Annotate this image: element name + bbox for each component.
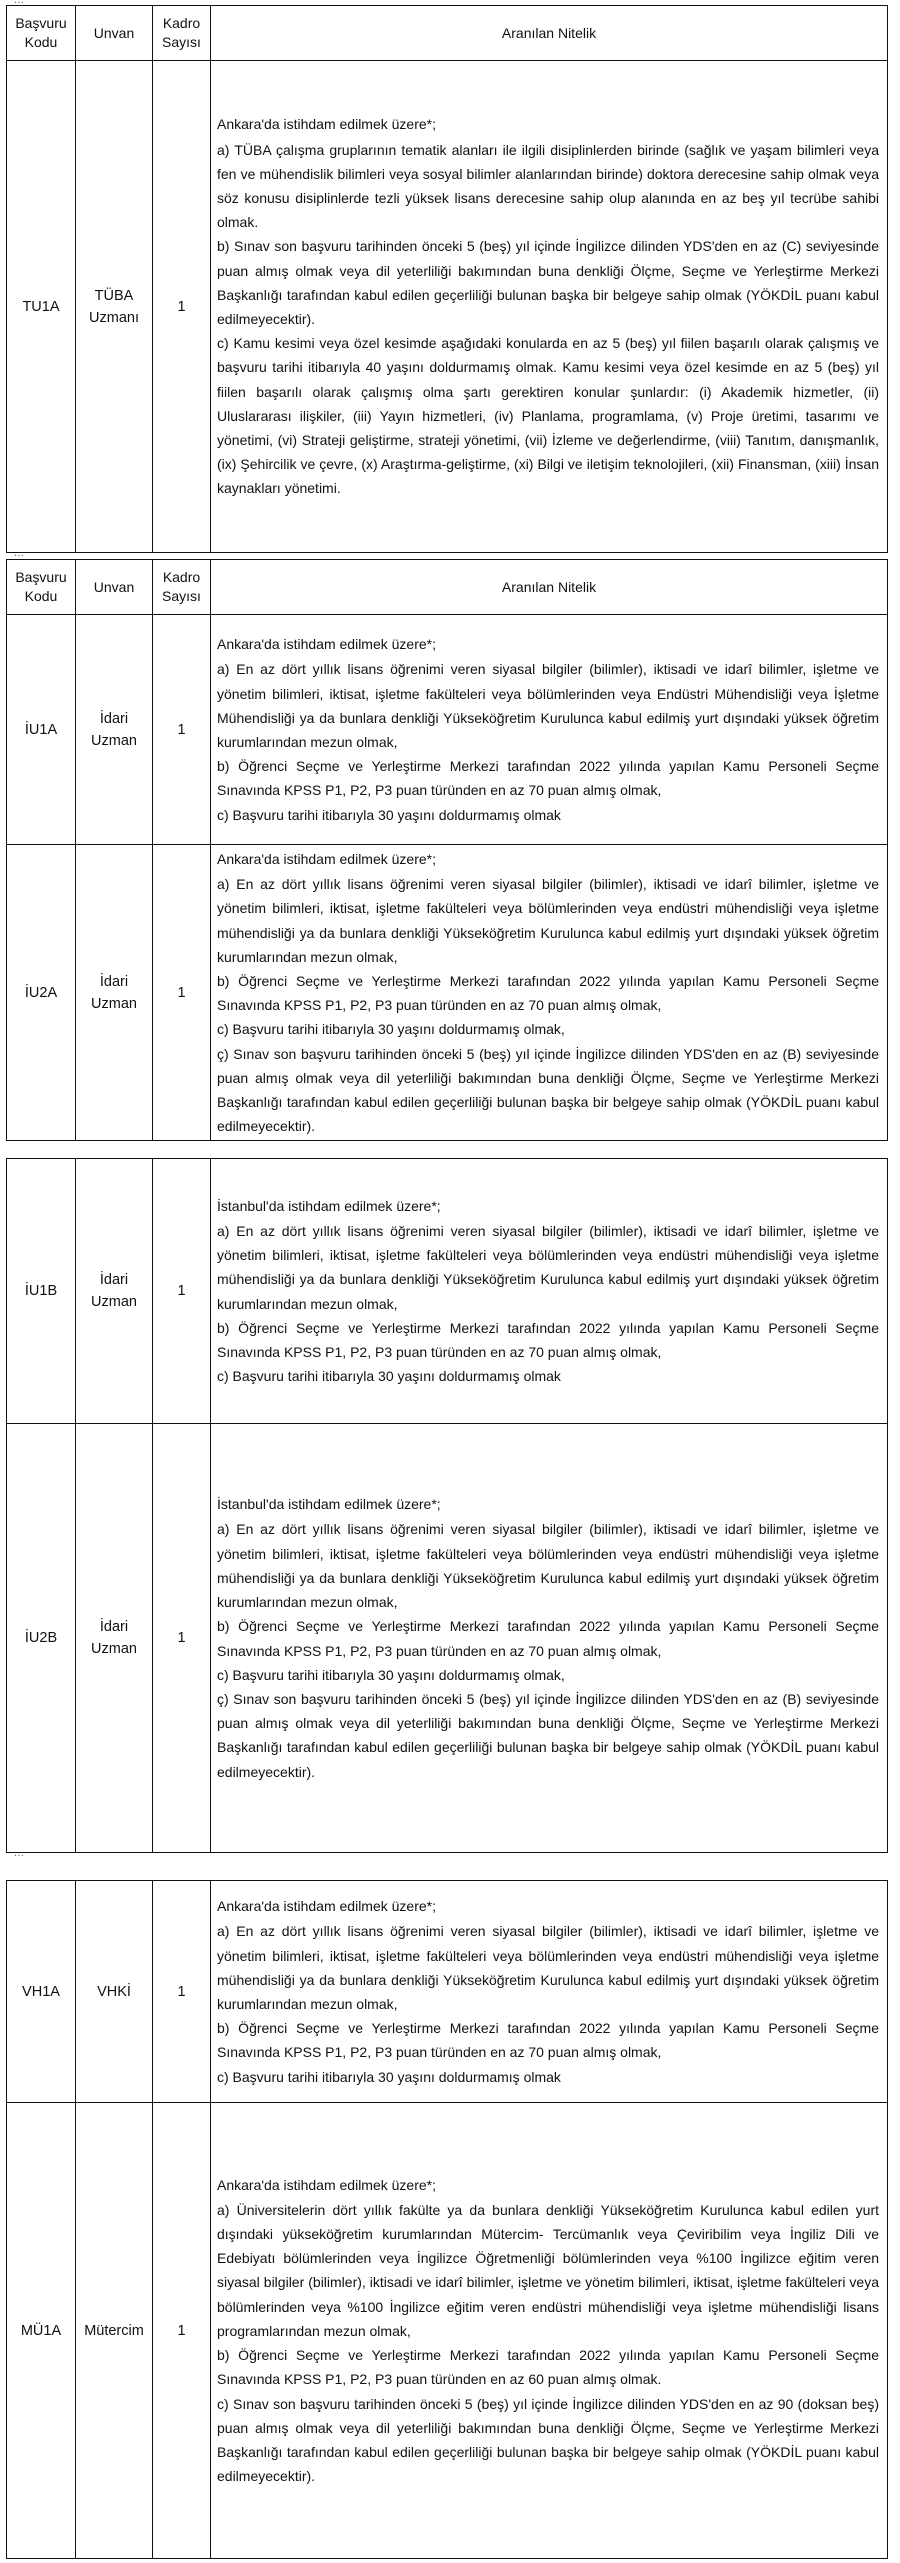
header-code: Başvuru Kodu [7,560,76,615]
position-requirements [211,1159,888,1424]
requirement-location: İstanbul'da istihdam edilmek üzere*; [217,1496,441,1513]
header-unvan: Unvan [76,6,153,61]
position-code: İU2A [7,845,76,1141]
position-code: İU2B [7,1424,76,1853]
header-unvan: Unvan [76,560,153,615]
requirement-item-b: b) Öğrenci Seçme ve Yerleştirme Merkezi tarafından 2022 yılında yapılan Kamu Personeli Seçme Sınavında KPSS P1, P2, P3 puan türünden en az 70 puan almış olmak, [217,1319,879,1360]
requirement-item-b: b) Öğrenci Seçme ve Yerleştirme Merkezi tarafından 2022 yılında yapılan Kamu Personeli Seçme Sınavında KPSS P1, P2, P3 puan türünden en az 70 puan almış olmak, [217,758,879,799]
requirement-item-b: b) Öğrenci Seçme ve Yerleştirme Merkezi tarafından 2022 yılında yapılan Kamu Personeli Seçme Sınavında KPSS P1, P2, P3 puan türünden en az 70 puan almış olmak, [217,973,879,1014]
position-requirements [211,61,888,553]
requirement-item-a: a) TÜBA çalışma gruplarının tematik alanları ile ilgili disiplinlerden birinde (sağlık ve yaşam bilimleri veya fen ve mühendislik bilimleri veya sosyal bilimler alanlarından birinde) doktora derecesine sahip olmak veya söz konusu disiplinlerde tezli yüksek lisans derecesine sahip olup alanında en az beş yıl tecrübe sahibi olmak. [217,141,879,231]
position-row-iu2a [7,845,888,1141]
position-count: 1 [153,2103,211,2559]
requirement-item-a: a) En az dört yıllık lisans öğrenimi veren siyasal bilgiler (bilimler), iktisadi ve idarî bilimler, işletme ve yönetim bilimleri, iktisat, işletme fakülteleri veya bölümlerinden veya endüstri mühendisliği veya işletme mühendisliği ya da bunlara denkliği Yükseköğretim Kurulunca kabul edilmiş yurt dışındaki yüksek öğretim kurumlarından mezun olmak, [217,876,879,965]
requirement-item-c: c) Başvuru tarihi itibarıyla 30 yaşını doldurmamış olmak [217,806,561,823]
position-requirements [211,845,888,1141]
requirement-item-a: a) En az dört yıllık lisans öğrenimi veren siyasal bilgiler (bilimler), iktisadi ve idarî bilimler, işletme ve yönetim bilimleri, iktisat, işletme fakülteleri veya bölümlerinden veya endüstri mühendisliği veya işletme mühendisliği ya da bunlara denkliği Yükseköğretim Kurulunca kabul edilmiş yurt dışındaki yüksek öğretim kurumlarından mezun olmak, [217,1521,879,1611]
position-requirements [211,2103,888,2559]
header-kadro: Kadro Sayısı [153,560,211,615]
position-code: TU1A [7,61,76,553]
requirement-item-b: b) Öğrenci Seçme ve Yerleştirme Merkezi tarafından 2022 yılında yapılan Kamu Personeli Seçme Sınavında KPSS P1, P2, P3 puan türünden en az 60 puan almış olmak. [217,2347,879,2388]
requirement-item-a: a) En az dört yıllık lisans öğrenimi veren siyasal bilgiler (bilimler), iktisadi ve idarî bilimler, işletme ve yönetim bilimleri, iktisat, işletme fakülteleri veya bölümlerinden veya Endüstri Mühendisliği veya İşletme Mühendisliği ya da bunlara denkliği Yükseköğretim Kurulunca kabul edilmiş yurt dışındaki yüksek öğretim kurumlarından mezun olmak, [217,661,879,750]
requirement-item-b: b) Sınav son başvuru tarihinden önceki 5 (beş) yıl içinde İngilizce dilinden YDS'den en az (C) seviyesinde puan almış olmak veya dil yeterliliği bakımından buna denkliği Ölçme, Seçme ve Yerleştirme Merkezi Başkanlığı tarafından kabul edilen geçerliliği bulunan başka bir belgeye sahip olmak (YÖKDİL puanı kabul edilmeyecektir). [217,238,879,327]
position-code: VH1A [7,1881,76,2103]
header-kadro: Kadro Sayısı [153,6,211,61]
position-requirements [211,615,888,845]
header-nitelik: Aranılan Nitelik [211,6,888,61]
positions-table-1 [6,5,888,553]
position-code: İU1B [7,1159,76,1424]
requirement-item-c: c) Başvuru tarihi itibarıyla 30 yaşını doldurmamış olmak, [217,1666,565,1683]
positions-table-3 [6,1158,888,1853]
position-count: 1 [153,61,211,553]
torn-strip [0,1853,900,1859]
requirement-location: Ankara'da istihdam edilmek üzere*; [217,851,437,867]
position-title: İdari Uzman [76,1159,153,1424]
position-row-mu1a [7,2103,888,2559]
torn-text: ... [14,553,25,559]
position-title: VHKİ [76,1881,153,2103]
requirement-location: Ankara'da istihdam edilmek üzere*; [217,636,437,653]
requirement-item-cedilla: ç) Sınav son başvuru tarihinden önceki 5 (beş) yıl içinde İngilizce dilinden YDS'den en az (B) seviyesinde puan almış olmak veya dil yeterliliği bakımından buna denkliği Ölçme, Seçme ve Yerleştirme Merkezi Başkanlığı tarafından kabul edilen geçerliliği bulunan başka bir belgeye sahip olmak (YÖKDİL puanı kabul edilmeyecektir). [217,1045,879,1135]
position-row-vh1a [7,1881,888,2103]
requirement-item-c: c) Başvuru tarihi itibarıyla 30 yaşını doldurmamış olmak [217,1368,561,1385]
requirement-item-c: c) Sınav son başvuru tarihinden önceki 5 (beş) yıl içinde İngilizce dilinden YDS'den en az 90 (doksan beş) puan almış olmak veya dil yeterliliği bakımından buna denkliği Ölçme, Seçme ve Yerleştirme Merkezi Başkanlığı tarafından kabul edilen geçerliliği bulunan başka bir belgeye sahip olmak (YÖKDİL puanı kabul edilmeyecektir). [217,2395,879,2485]
position-count: 1 [153,615,211,845]
requirement-location: Ankara'da istihdam edilmek üzere*; [217,1898,437,1915]
requirement-item-c: c) Başvuru tarihi itibarıyla 30 yaşını doldurmamış olmak [217,2068,561,2085]
positions-table-2 [6,559,888,1141]
torn-text: ... [14,1853,25,1859]
requirement-item-b: b) Öğrenci Seçme ve Yerleştirme Merkezi tarafından 2022 yılında yapılan Kamu Personeli Seçme Sınavında KPSS P1, P2, P3 puan türünden en az 70 puan almış olmak, [217,2020,879,2061]
position-row-iu1a [7,615,888,845]
position-count: 1 [153,845,211,1141]
position-code: İU1A [7,615,76,845]
requirement-location: Ankara'da istihdam edilmek üzere*; [217,2176,437,2193]
requirement-item-c: c) Kamu kesimi veya özel kesimde aşağıdaki konularda en az 5 (beş) yıl fiilen başarılı olarak çalışmış ve başvuru tarihi itibarıyla 40 yaşını doldurmamış olmak. Kamu kesimi veya özel kesimde en az 5 (beş) yıl fiilen başarılı olarak çalışmış olma şartı gerektiren konular şunlardır: (i) Akademik hizmetler, (ii) Uluslararası ilişkiler, (iii) Yayın hizmetleri, (iv) Planlama, programlama, (v) Proje üretimi, tasarımı ve yönetimi, (vi) Strateji geliştirme, strateji yönetimi, (vii) İzleme ve değerlendirme, (viii) Tanıtım, danışmanlık, (ix) Şehircilik ve çevre, (x) Araştırma-geliştirme, (xi) Bilgi ve iletişim teknolojileri, (xii) Finansman, (xiii) İnsan kaynakları yönetimi. [217,335,879,497]
position-code: MÜ1A [7,2103,76,2559]
requirement-item-a: a) Üniversitelerin dört yıllık fakülte ya da bunlara denkliği Yükseköğretim Kurulunca kabul edilen yurt dışındaki yükseköğretim kurumlarından Mütercim- Tercümanlık veya Çeviribilim veya İngiliz Dili ve Edebiyatı bölümlerinden veya İngilizce Öğretmenliği bölümlerinden veya %100 İngilizce eğitim veren siyasal bilgiler (bilimler), iktisadi ve idarî bilimler, işletme ve yönetim bilimleri, iktisat, işletme fakülteleri veya bölümlerinden veya %100 İngilizce eğitim veren endüstri mühendisliği veya işletme mühendisliği lisans programlarından mezun olmak, [217,2201,879,2339]
torn-text: ... [14,0,25,6]
requirement-item-a: a) En az dört yıllık lisans öğrenimi veren siyasal bilgiler (bilimler), iktisadi ve idarî bilimler, işletme ve yönetim bilimleri, iktisat, işletme fakülteleri veya bölümlerinden veya endüstri mühendisliği veya işletme mühendisliği ya da bunlara denkliği Yükseköğretim Kurulunca kabul edilmiş yurt dışındaki yüksek öğretim kurumlarından mezun olmak, [217,1923,879,2012]
header-nitelik: Aranılan Nitelik [211,560,888,615]
position-requirements [211,1881,888,2103]
requirement-item-c: c) Başvuru tarihi itibarıyla 30 yaşını doldurmamış olmak, [217,1021,565,1038]
position-row-tu1a [7,61,888,553]
position-row-iu2b [7,1424,888,1853]
table-header-row [7,6,888,61]
requirement-item-cedilla: ç) Sınav son başvuru tarihinden önceki 5 (beş) yıl içinde İngilizce dilinden YDS'den en az (B) seviyesinde puan almış olmak veya dil yeterliliği bakımından buna denkliği Ölçme, Seçme ve Yerleştirme Merkezi Başkanlığı tarafından kabul edilen geçerliliği bulunan başka bir belgeye sahip olmak (YÖKDİL puanı kabul edilmeyecektir). [217,1690,879,1780]
position-row-iu1b [7,1159,888,1424]
position-count: 1 [153,1159,211,1424]
position-requirements [211,1424,888,1853]
position-title: TÜBA Uzmanı [76,61,153,553]
position-title: İdari Uzman [76,1424,153,1853]
position-title: İdari Uzman [76,615,153,845]
table-header-row [7,560,888,615]
position-count: 1 [153,1424,211,1853]
requirement-item-b: b) Öğrenci Seçme ve Yerleştirme Merkezi tarafından 2022 yılında yapılan Kamu Personeli Seçme Sınavında KPSS P1, P2, P3 puan türünden en az 70 puan almış olmak, [217,1618,879,1659]
position-title: Mütercim [76,2103,153,2559]
positions-table-4 [6,1880,888,2559]
position-count: 1 [153,1881,211,2103]
requirement-location: İstanbul'da istihdam edilmek üzere*; [217,1197,441,1214]
requirement-item-a: a) En az dört yıllık lisans öğrenimi veren siyasal bilgiler (bilimler), iktisadi ve idarî bilimler, işletme ve yönetim bilimleri, iktisat, işletme fakülteleri veya bölümlerinden veya endüstri mühendisliği veya işletme mühendisliği ya da bunlara denkliği Yükseköğretim Kurulunca kabul edilmiş yurt dışındaki yüksek öğretim kurumlarından mezun olmak, [217,1222,879,1312]
requirement-location: Ankara'da istihdam edilmek üzere*; [217,116,437,133]
position-title: İdari Uzman [76,845,153,1141]
header-code: Başvuru Kodu [7,6,76,61]
